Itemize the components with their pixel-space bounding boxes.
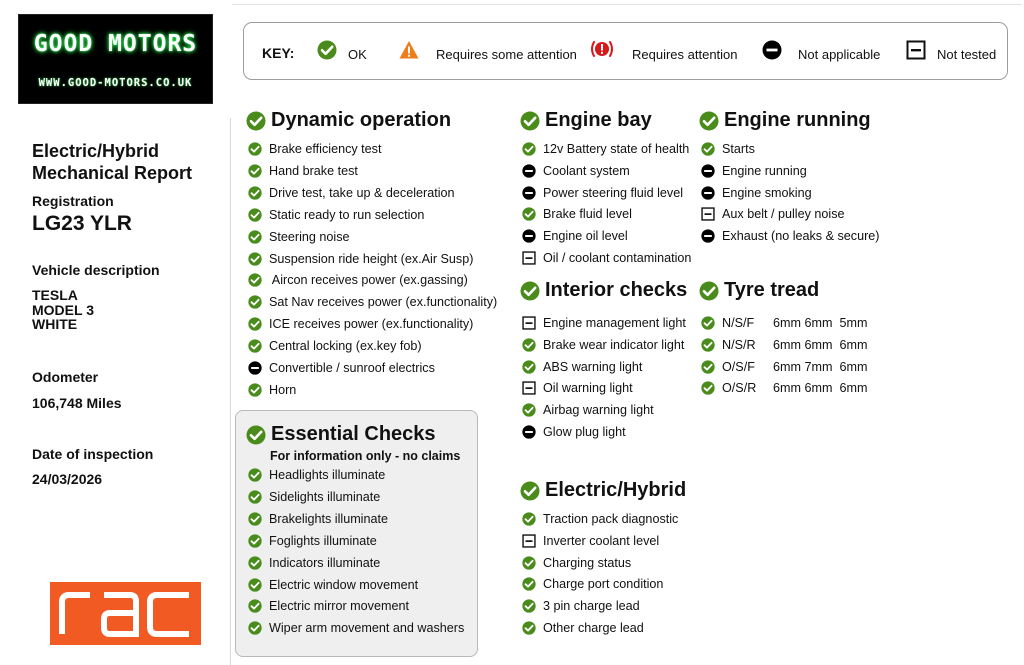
check-circle-icon (701, 142, 715, 156)
check-item-label: Charging status (543, 556, 632, 570)
inspection-date-value: 24/03/2026 (32, 471, 103, 487)
check-item-label: O/S/R (722, 381, 757, 395)
check-circle-icon (520, 281, 540, 301)
key-title: KEY: (262, 45, 295, 61)
section-title-essential (246, 423, 436, 446)
check-circle-icon (248, 317, 262, 331)
check-item-label: Other charge lead (543, 621, 644, 635)
check-item-label: Sat Nav receives power (ex.functionality) (269, 295, 498, 309)
check-circle-icon (248, 208, 262, 222)
check-item-label: Brakelights illuminate (269, 512, 388, 526)
section-title-text: Interior checks (545, 279, 688, 301)
check-circle-icon (248, 252, 262, 266)
not-applicable-icon (701, 186, 715, 200)
vehicle-make: TESLA (32, 287, 78, 303)
check-circle-icon (248, 578, 262, 592)
check-item (248, 338, 422, 354)
not-tested-icon (522, 316, 536, 330)
check-item (522, 533, 659, 549)
check-item (522, 185, 683, 201)
check-circle-icon (522, 403, 536, 417)
check-item-label: Electric mirror movement (269, 599, 409, 613)
check-item (248, 598, 409, 614)
check-item-label: Steering noise (269, 230, 350, 244)
report-title-line1: Electric/Hybrid (32, 141, 160, 161)
check-item-label: Central locking (ex.key fob) (269, 339, 422, 353)
check-item-label: Convertible / sunroof electrics (269, 361, 435, 375)
check-circle-icon (522, 599, 536, 613)
section-title-text: Electric/Hybrid (545, 479, 687, 501)
check-circle-icon (248, 273, 262, 287)
check-circle-icon (522, 621, 536, 635)
check-item-label: Foglights illuminate (269, 534, 377, 548)
check-item-label: N/S/F (722, 316, 755, 330)
check-item-label: 12v Battery state of health (543, 142, 690, 156)
not-tested-icon (701, 207, 715, 221)
check-item (248, 316, 473, 332)
check-circle-icon (522, 360, 536, 374)
check-item (522, 620, 644, 636)
attention-alert-icon (589, 39, 615, 59)
section-title-text: Tyre tread (724, 279, 820, 301)
key-not-applicable-label: Not applicable (798, 47, 881, 62)
check-circle-icon (701, 381, 715, 395)
tyre-tread-values: 6mm 7mm 6mm (773, 360, 868, 374)
not-tested-icon (522, 251, 536, 265)
check-item (248, 620, 464, 636)
check-item (701, 228, 880, 244)
check-circle-icon (522, 556, 536, 570)
check-item (701, 163, 807, 179)
check-item-label: Airbag warning light (543, 403, 654, 417)
check-item-label: Exhaust (no leaks & secure) (722, 229, 880, 243)
not-tested-icon (522, 534, 536, 548)
vehicle-info-panel (8, 118, 231, 665)
check-item (248, 555, 380, 571)
check-item-label: ABS warning light (543, 360, 643, 374)
not-applicable-icon (762, 40, 782, 60)
registration-label: Registration (32, 193, 114, 209)
check-circle-icon (248, 621, 262, 635)
check-circle-icon (248, 339, 262, 353)
check-item-label: O/S/F (722, 360, 755, 374)
check-item-label: Engine running (722, 164, 807, 178)
not-tested-icon (522, 381, 536, 395)
rac-logo (50, 582, 201, 645)
inspection-date-label: Date of inspection (32, 446, 154, 462)
check-circle-icon (522, 512, 536, 526)
check-item-label: Starts (722, 142, 755, 156)
check-item-label: Brake fluid level (543, 207, 632, 221)
report-title (32, 140, 192, 184)
check-item (522, 250, 691, 266)
check-item (701, 380, 756, 396)
tyre-tread-values: 6mm 6mm 6mm (773, 338, 868, 352)
check-circle-icon (246, 111, 266, 131)
key-not-tested-label: Not tested (937, 47, 997, 62)
check-circle-icon (248, 230, 262, 244)
check-circle-icon (699, 281, 719, 301)
check-circle-icon (701, 338, 715, 352)
check-item (701, 185, 812, 201)
not-tested-icon (906, 40, 926, 60)
check-item-label: Aircon receives power (ex.gassing) (269, 273, 468, 287)
check-item (248, 489, 380, 505)
vehicle-colour: WHITE (32, 316, 78, 332)
check-circle-icon (248, 490, 262, 504)
check-item-label: Oil / coolant contamination (543, 251, 692, 265)
check-item (248, 185, 455, 201)
check-item (701, 315, 754, 331)
section-title-dynamic (246, 109, 451, 132)
check-item (248, 141, 381, 157)
check-item (248, 207, 424, 223)
check-item (522, 315, 686, 331)
check-item (248, 533, 377, 549)
check-item (522, 337, 684, 353)
check-circle-icon (248, 534, 262, 548)
check-item (248, 577, 418, 593)
section-title-text: Dynamic operation (271, 109, 452, 131)
not-applicable-icon (522, 229, 536, 243)
check-item-label: Hand brake test (269, 164, 358, 178)
check-item (701, 206, 845, 222)
good-motors-logo (18, 14, 213, 104)
check-circle-icon (248, 512, 262, 526)
check-item (248, 251, 473, 267)
vehicle-model: MODEL 3 (32, 302, 94, 318)
check-item-label: Electric window movement (269, 578, 419, 592)
check-item (248, 272, 468, 288)
check-circle-icon (699, 111, 719, 131)
ok-icon (317, 40, 337, 60)
check-circle-icon (248, 186, 262, 200)
check-item (248, 467, 385, 483)
check-item (522, 206, 632, 222)
check-item (701, 359, 755, 375)
vehicle-description-label: Vehicle description (32, 262, 160, 278)
not-applicable-icon (522, 164, 536, 178)
check-circle-icon (248, 383, 262, 397)
check-item-label: Engine oil level (543, 229, 628, 243)
check-circle-icon (248, 468, 262, 482)
check-item-label: Inverter coolant level (543, 534, 660, 548)
tyre-tread-values: 6mm 6mm 6mm (773, 381, 868, 395)
section-title-tyre (699, 279, 819, 302)
not-applicable-icon (248, 361, 262, 375)
report-title-line2: Mechanical Report (32, 163, 193, 183)
check-circle-icon (248, 295, 262, 309)
check-item (701, 141, 755, 157)
check-item (248, 360, 435, 376)
check-circle-icon (520, 111, 540, 131)
check-item-label: Brake efficiency test (269, 142, 382, 156)
check-circle-icon (522, 207, 536, 221)
check-item-label: Static ready to run selection (269, 208, 425, 222)
key-attention-label: Requires attention (632, 47, 738, 62)
check-item (522, 511, 678, 527)
odometer-label: Odometer (32, 369, 99, 385)
section-title-interior (520, 279, 687, 302)
check-item-label: Brake wear indicator light (543, 338, 685, 352)
check-item (248, 294, 497, 310)
check-item (248, 163, 358, 179)
check-item (248, 511, 388, 527)
check-item-label: Coolant system (543, 164, 630, 178)
check-item (522, 228, 628, 244)
status-key (243, 22, 1008, 80)
check-item (248, 382, 296, 398)
check-item (522, 359, 642, 375)
check-item-label: Traction pack diagnostic (543, 512, 679, 526)
check-item-label: Sidelights illuminate (269, 490, 381, 504)
check-circle-icon (522, 577, 536, 591)
check-circle-icon (522, 338, 536, 352)
check-item (522, 402, 654, 418)
check-circle-icon (522, 142, 536, 156)
check-circle-icon (520, 481, 540, 501)
check-item (522, 380, 633, 396)
check-item (522, 424, 626, 440)
logo-url: WWW.GOOD-MOTORS.CO.UK (38, 77, 193, 89)
check-item-label: Charge port condition (543, 577, 664, 591)
check-item-label: N/S/R (722, 338, 756, 352)
tyre-tread-values: 6mm 6mm 5mm (773, 316, 868, 330)
essential-checks-subtitle: For information only - no claims (270, 449, 461, 463)
check-item (522, 598, 640, 614)
section-title-engine-running (699, 109, 871, 132)
check-item-label: Glow plug light (543, 425, 626, 439)
check-item-label: Wiper arm movement and washers (269, 621, 465, 635)
check-item-label: Horn (269, 383, 297, 397)
check-item-label: Suspension ride height (ex.Air Susp) (269, 252, 474, 266)
check-item (522, 576, 663, 592)
check-item-label: Indicators illuminate (269, 556, 381, 570)
key-some-attention-label: Requires some attention (436, 47, 577, 62)
check-circle-icon (248, 556, 262, 570)
not-applicable-icon (522, 186, 536, 200)
check-item (248, 229, 350, 245)
not-applicable-icon (701, 229, 715, 243)
not-applicable-icon (522, 425, 536, 439)
check-circle-icon (701, 360, 715, 374)
section-title-text: Engine bay (545, 109, 652, 131)
check-item-label: Headlights illuminate (269, 468, 386, 482)
check-item-label: Engine smoking (722, 186, 812, 200)
logo-title: GOOD MOTORS (33, 31, 198, 57)
check-circle-icon (248, 142, 262, 156)
check-circle-icon (248, 599, 262, 613)
check-item (522, 163, 630, 179)
registration-value: LG23 YLR (32, 212, 132, 235)
check-item-label: ICE receives power (ex.functionality) (269, 317, 474, 331)
check-item-label: 3 pin charge lead (543, 599, 640, 613)
check-circle-icon (246, 425, 266, 445)
top-divider (232, 4, 1022, 5)
check-item-label: Engine management light (543, 316, 686, 330)
section-title-engine-bay (520, 109, 652, 132)
check-item-label: Oil warning light (543, 381, 633, 395)
check-item (701, 337, 756, 353)
section-title-text: Engine running (724, 109, 871, 131)
check-circle-icon (248, 164, 262, 178)
section-title-electric (520, 479, 686, 502)
check-item-label: Power steering fluid level (543, 186, 684, 200)
check-item (522, 555, 631, 571)
not-applicable-icon (701, 164, 715, 178)
check-item-label: Drive test, take up & deceleration (269, 186, 455, 200)
check-item (522, 141, 689, 157)
warning-triangle-icon (399, 40, 419, 60)
check-circle-icon (701, 316, 715, 330)
odometer-value: 106,748 Miles (32, 395, 122, 411)
check-item-label: Aux belt / pulley noise (722, 207, 845, 221)
section-title-text: Essential Checks (271, 423, 436, 445)
key-ok-label: OK (348, 47, 367, 62)
